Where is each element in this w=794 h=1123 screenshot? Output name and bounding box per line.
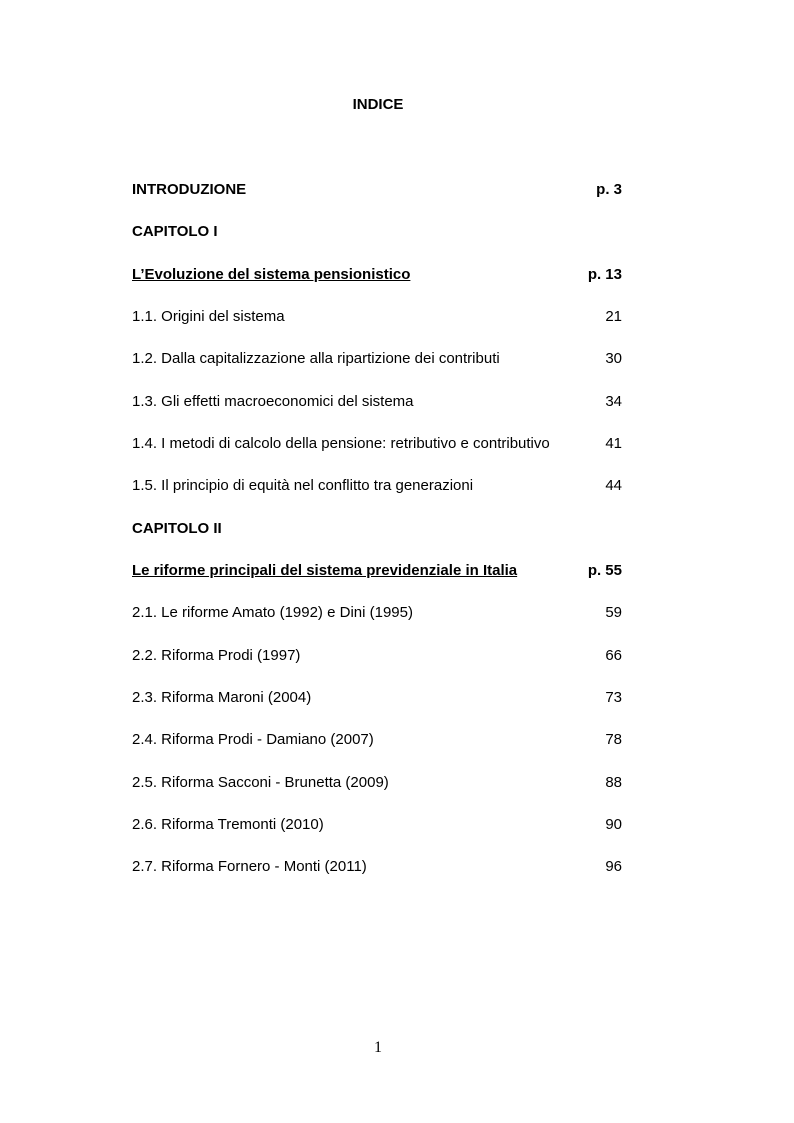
toc-entry-page: 44 xyxy=(605,477,622,494)
toc-entry-page: 88 xyxy=(605,774,622,791)
toc-entry xyxy=(132,433,632,455)
toc-entry-page: 41 xyxy=(605,435,622,452)
toc-entry-page: 34 xyxy=(605,393,622,410)
toc-entry xyxy=(132,772,632,794)
toc-chapter-title-2 xyxy=(132,560,632,582)
toc-entry-page: p. 55 xyxy=(587,562,622,579)
toc-entry-introduzione xyxy=(132,179,632,201)
toc-entry-label: 2.7. Riforma Fornero - Monti (2011) xyxy=(132,858,367,875)
toc-chapter-label: CAPITOLO I xyxy=(132,223,218,240)
toc-entry-page: 30 xyxy=(605,350,622,367)
toc-entry-page: 66 xyxy=(605,647,622,664)
toc-entry-label: INTRODUZIONE xyxy=(132,181,247,198)
toc-entry xyxy=(132,645,632,667)
toc-entry-page: 78 xyxy=(605,731,622,748)
page-number: 1 xyxy=(374,1039,382,1056)
toc-entry xyxy=(132,687,632,709)
toc-entry-label: 1.1. Origini del sistema xyxy=(132,308,285,325)
toc-chapter-label: CAPITOLO II xyxy=(132,520,222,537)
toc-entry-label: 2.5. Riforma Sacconi - Brunetta (2009) xyxy=(132,774,389,791)
toc-entry-page: p. 3 xyxy=(596,181,622,198)
toc-entry xyxy=(132,348,632,370)
toc-entry xyxy=(132,475,632,497)
index-title: INDICE xyxy=(352,96,404,113)
toc-entry xyxy=(132,391,632,413)
toc-entry-label: Le riforme principali del sistema previdenziale in Italia xyxy=(132,562,518,579)
toc-entry-label: 2.1. Le riforme Amato (1992) e Dini (1995) xyxy=(132,604,413,621)
toc-entry-page: 90 xyxy=(605,816,622,833)
toc-entry xyxy=(132,814,632,836)
toc-entry-page: 96 xyxy=(605,858,622,875)
toc-entry xyxy=(132,602,632,624)
toc-chapter-heading-1 xyxy=(132,221,632,243)
toc-entry-page: 59 xyxy=(605,604,622,621)
toc-entry xyxy=(132,856,632,878)
toc-entry-label: 1.2. Dalla capitalizzazione alla ripartizione dei contributi xyxy=(132,350,500,367)
toc-entry-page: 21 xyxy=(605,308,622,325)
toc-entry-label: L’Evoluzione del sistema pensionistico xyxy=(132,266,411,283)
toc-chapter-heading-2 xyxy=(132,518,632,540)
toc-entry-label: 1.3. Gli effetti macroeconomici del sistema xyxy=(132,393,414,410)
toc-entry xyxy=(132,306,632,328)
toc-chapter-title-1 xyxy=(132,264,632,286)
toc-entry-page: p. 13 xyxy=(587,266,622,283)
toc-entry-label: 2.2. Riforma Prodi (1997) xyxy=(132,647,301,664)
toc-entry xyxy=(132,729,632,751)
toc-entry-label: 2.4. Riforma Prodi - Damiano (2007) xyxy=(132,731,374,748)
toc-entry-label: 2.6. Riforma Tremonti (2010) xyxy=(132,816,324,833)
toc-entry-label: 2.3. Riforma Maroni (2004) xyxy=(132,689,312,706)
toc-entry-page: 73 xyxy=(605,689,622,706)
toc-entry-label: 1.5. Il principio di equità nel conflitto tra generazioni xyxy=(132,477,474,494)
toc-entry-label: 1.4. I metodi di calcolo della pensione: retributivo e contributivo xyxy=(132,435,550,452)
